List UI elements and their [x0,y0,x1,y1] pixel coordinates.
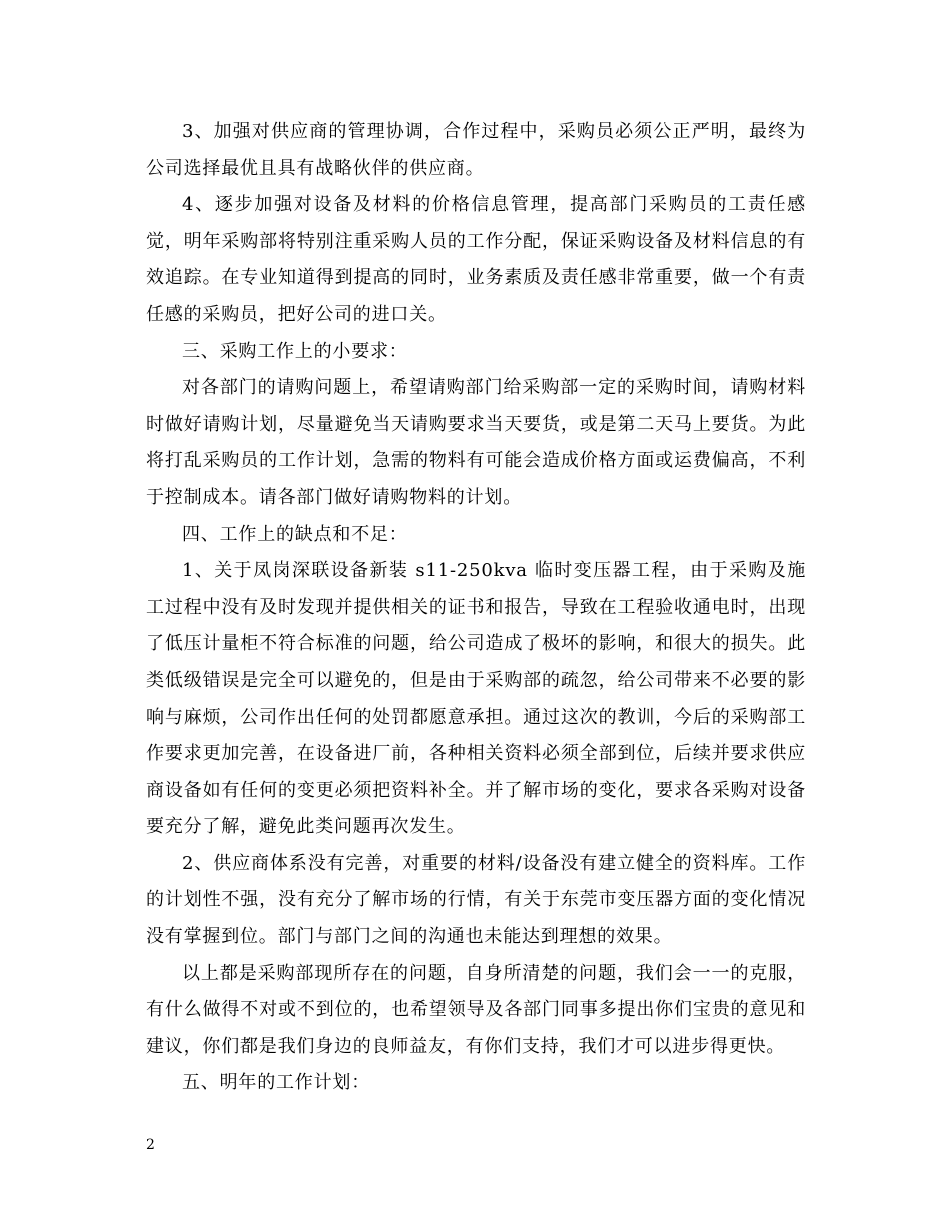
paragraph-supplier-system: 2、供应商体系没有完善，对重要的材料/设备没有建立健全的资料库。工作的计划性不强，没有充分了解市场的行情，有关于东莞市变压器方面的变化情况没有掌握到位。部门与部门之间的沟通也未能达到理想的效果。 [146,852,806,948]
paragraph-transformer-incident: 1、关于凤岗深联设备新装 s11-250kva 临时变压器工程，由于采购及施工过程中没有及时发现并提供相关的证书和报告，导致在工程验收通电时，出现了低压计量柜不符合标准的问题，给公司造成了极坏的影响，和很大的损失。此类低级错误是完全可以避免的，但是由于采购部的疏忽，给公司带来不必要的影响与麻烦，公司作出任何的处罚都愿意承担。通过这次的教训，今后的采购部工作要求更加完善，在设备进厂前，各种相关资料必须全部到位，后续并要求供应商设备如有任何的变更必须把资料补全。并了解市场的变化，要求各采购对设备要充分了解，避免此类问题再次发生。 [146,560,806,838]
paragraph-supplier-coordination: 3、加强对供应商的管理协调，合作过程中，采购员必须公正严明，最终为公司选择最优且具有战略伙伴的供应商。 [146,121,806,179]
section-heading-next-year-plan: 五、明年的工作计划： [182,1072,370,1094]
section-heading-purchase-requirements: 三、采购工作上的小要求： [182,340,408,362]
section-heading-shortcomings: 四、工作上的缺点和不足： [182,523,408,545]
paragraph-price-info-management: 4、逐步加强对设备及材料的价格信息管理，提高部门采购员的工责任感觉，明年采购部将特别注重采购人员的工作分配，保证采购设备及材料信息的有效追踪。在专业知道得到提高的同时，业务素质及责任感非常重要，做一个有责任感的采购员，把好公司的进口关。 [146,194,806,325]
paragraph-summary: 以上都是采购部现所存在的问题，自身所清楚的问题，我们会一一的克服，有什么做得不对或不到位的，也希望领导及各部门同事多提出你们宝贵的意见和建议，你们都是我们身边的良师益友，有你们支持，我们才可以进步得更快。 [146,962,806,1057]
page-number: 2 [146,1137,155,1153]
paragraph-purchase-requests: 对各部门的请购问题上，希望请购部门给采购部一定的采购时间，请购材料时做好请购计划，尽量避免当天请购要求当天要货，或是第二天马上要货。为此将打乱采购员的工作计划，急需的物料有可能会造成价格方面或运费偏高，不利于控制成本。请各部门做好请购物料的计划。 [146,377,806,508]
document-body [146,114,806,1102]
